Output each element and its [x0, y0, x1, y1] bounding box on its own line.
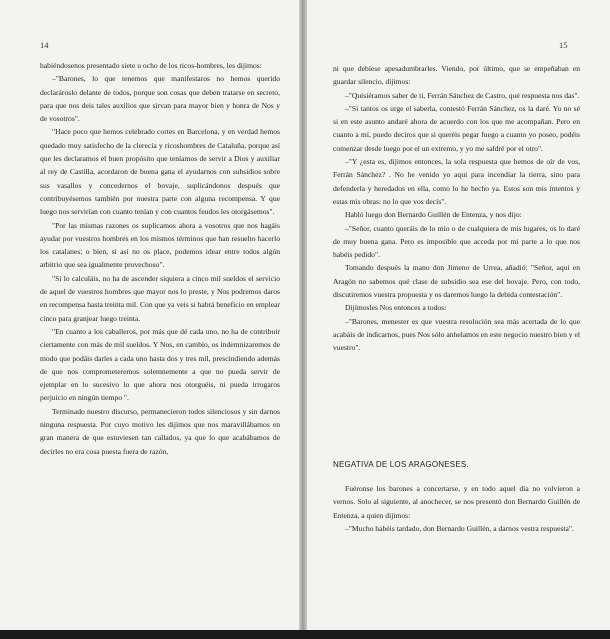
- paragraph: –"Si tantos os urge el saberla, contestó Ferrán Sánchez, os la daré. Yo no sé si en este asunto andaré ahora de acuerdo con los que me acompañan. Pero en cuanto a mí, puedo deciros que si queréis pegar fuego a cuanto yo poseo, podéis comenzar desde luego por el un extremo, y yo me saldré por el otro".: [333, 103, 580, 153]
- paragraph: ni que debiese apesadumbrarles. Viendo, por último, que se empeñaban en guardar silencio, dijimos:: [333, 64, 580, 87]
- paragraph: –"Señor, cuanto queráis de lo mío o de cualquiera de mis lugares, os lo daré de muy buena gana. Pero es imposible que acceda por mi parte a lo que nos habéis pedido".: [333, 223, 580, 260]
- scan-bottom-edge: [0, 630, 610, 639]
- paragraph: Fuéronse los barones a concertarse, y en todo aquel día no volvieron a vernos. Solo al siguiente, al anochecer, se nos presentó don Bernardo Guillén de Entenza, a quien dijimos:: [333, 484, 580, 520]
- left-page-number: 14: [40, 40, 49, 50]
- paragraph: Terminado nuestro discurso, permanecieron todos silenciosos y sin darnos ninguna respuesta. Por cuyo motivo les dijimos que nos maravillábamos en gran manera de que estuviesen tan callados, ya que lo que acabábamos de decirles no era cosa puesta fuera de razón,: [40, 406, 280, 456]
- book-gutter: [299, 0, 307, 639]
- paragraph: "Por las mismas razones os suplicamos ahora a vosotros que nos hagáis ayudar por vuestros hombres en los mismos términos que han resuelto hacerlo los catalanes; o bien, si así no os place, podemos idear entre todos algún arbitrio que sea igualmente provechoso".: [40, 220, 280, 270]
- left-page-text: [40, 59, 280, 458]
- right-page-number: 15: [559, 40, 568, 50]
- paragraph: Tomando después la mano don Jimeno de Urrea, añadió: "Señor, aquí en Aragón no sabemos qué clase de subsidio sea ese del bovaje. Pero, con todo, discutiremos vuestra propuesta y os daremos luego la debida contestación".: [333, 263, 580, 300]
- paragraph: –"Mucho habéis tardado, don Bernardo Guillén, a darnos vestra respuesta".: [345, 523, 574, 533]
- paragraph: "Si lo calculáis, no ha de ascender siquiera a cinco mil sueldos el servicio de aquel de vuestros hombres que mayor nos lo preste, y Nos podremos daros en recompensa hasta treinta mil. Con que ya veis si habrá beneficio en emplear cinco para granjear luego treinta.: [40, 273, 280, 323]
- paragraph: Habló luego don Bernardo Guillén de Entenza, y nos dijo:: [345, 210, 522, 220]
- paragraph: "En cuanto a los caballeros, por más que dé cada uno, no ha de contribuir ciertamente con más de mil sueldos. Y Nos, en cambio, os indemnizaremos de modo que podáis darles a cada uno hasta dos y tres mil, prescindiendo además de que nos comprometeremos solemnemente a que no pueda servir de ejemplar en lo sucesivo lo que ahora nos otorguéis, ni pueda irrogaros perjuicio en ningún tiempo ".: [40, 326, 280, 403]
- paragraph: –"Y ¿esta es, dijimos entonces, la sola respuesta que hemos de oír de vos, Ferrán Sánchez? . No he venido yo aquí para incendiar la tierra, sino para defenderla y heredados en ella, como lo he hecho ya. Estos son mis intentos y estas mis obras: no lo que vos decís".: [333, 157, 580, 206]
- right-page: [307, 0, 610, 639]
- left-page: [0, 0, 299, 639]
- paragraph: –"Quisiéramos saber de ti, Ferrán Sánchez de Castro, qué respuesta nos das".: [345, 90, 580, 100]
- paragraph: Dijímosles Nos entonces a todos:: [345, 303, 447, 313]
- paragraph: habiéndosenos presentado siete u ocho de los ricos-hombres, les dijimos:: [40, 61, 262, 70]
- section-text: [333, 482, 580, 535]
- paragraph: –"Barones, lo que tenemos que manifestaros no hemos querido declarároslo delante de todos, porque son cosas que deben tratarse en secreto, para que nos deis tales auxilios que sirvan para mayor bien y honra de Nos y de vosotros".: [40, 74, 280, 124]
- right-page-text: [333, 62, 580, 355]
- paragraph: –"Barones, menester es que vuestra resolución sea más acertada de lo que acabáis de indicarnos, pues Nos sólo anhelamos en este negocio nuestro bien y el vuestro".: [333, 316, 580, 353]
- paragraph: "Hace poco que hemos celebrado cortes en Barcelona, y en verdad hemos quedado muy satisfecho de la clerecía y ricoshombres de Cataluña, porque así que les declaramos el buen propósito que teníamos de servir a Dios y auxiliar al rey de Castilla, acordaron de buena gana el ayudarnos con subsidios sobre sus vasallos y concedernos el bovaje, suplicándonos después que contribuyésemos también por nuestra parte con alguna recompensa. Y que luego nos servirían con cuanto tenían y con cuantos feudos les otorgásemos".: [40, 127, 280, 217]
- section-heading: NEGATIVA DE LOS ARAGONESES.: [333, 460, 469, 469]
